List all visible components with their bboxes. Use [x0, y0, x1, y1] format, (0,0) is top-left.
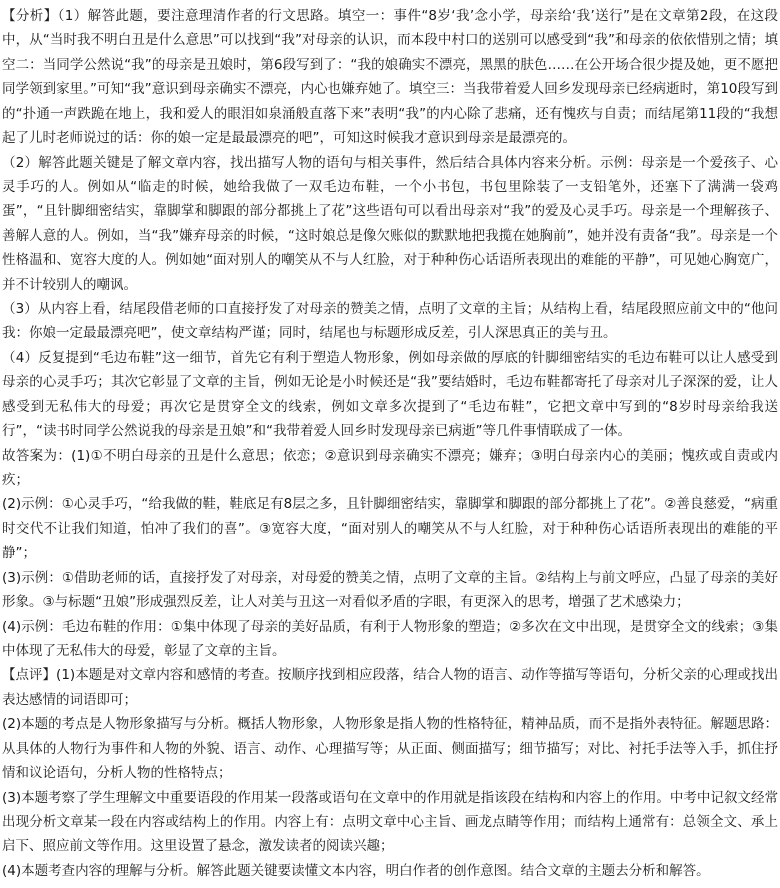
comment-1: 【点评】(1)本题是对文章内容和感情的考查。按顺序找到相应段落，结合人物的语言、动作等描写等语句，分析父亲的心理或找出表达感情的词语即可；	[2, 667, 778, 708]
analysis-part-1: 【分析】（1）解答此题，要注意理清作者的行文思路。填空一：事件“8岁‘我’念小学，母亲给‘我’送行”是在文章第2段，在这段中，从“当时我不明白丑是什么意思”可以找到“我”对母亲的认识，而本段中村口的送别可以感受到“我”和母亲的依依惜别之情；填空二：当同学公然说“我”的母亲是丑娘时，第6段写到了：“我的娘确实不漂亮，黑黑的肤色……在公开场合很少提及她，更不愿把同学领到家里。”可知“我”意识到母亲确实不漂亮，内心也嫌弃她了。填空三：当我带着爱人回乡发现母亲已经病逝时，第10段写到的“扑通一声跌跪在地上，我和爱人的眼泪如泉涌般直落下来”表明“我”的内心除了悲痛，还有愧疚与自责；而结尾第11段的“我想起了儿时老师说过的话：你的娘一定是最最漂亮的吧”，可知这时候我才意识到母亲是最漂亮的。	[2, 8, 778, 147]
answer-4: (4)示例：毛边布鞋的作用：①集中体现了母亲的美好品质，有利于人物形象的塑造；②多次在文中出现，是贯穿全文的线索；③集中体现了无私伟大的母爱，彰显了文章的主旨。	[2, 618, 778, 659]
answer-1: 故答案为：(1)①不明白母亲的丑是什么意思；依恋；②意识到母亲确实不漂亮；嫌弃；③明白母亲内心的美丽；愧疚或自责或内疚；	[2, 447, 778, 489]
comment-2: (2)本题的考点是人物形象描写与分析。概括人物形象，人物形象是指人物的性格特征，精神品质，而不是指外表特征。解题思路：从具体的人物行为事件和人物的外貌、语言、动作、心理描写等；从正面、侧面描写；细节描写；对比、衬托手法等入手，抓住抒情和议论语句，分析人物的性格特点；	[2, 716, 778, 782]
comment-4: (4)本题考查内容的理解与分析。解答此题关键要读懂文本内容，明白作者的创作意图。结合文章的主题去分析和解答。	[2, 862, 710, 879]
analysis-part-2: （2）解答此题关键是了解文章内容，找出描写人物的语句与相关事件，然后结合具体内容来分析。示例：母亲是一个爱孩子、心灵手巧的人。例如从“临走的时候，她给我做了一双毛边布鞋，一个小书包，书包里除装了一支铅笔外，还塞下了满满一袋鸡蛋”，“且针脚细密结实，靠脚掌和脚跟的部分都挑上了花”这些语句可以看出母亲对“我”的爱及心灵手巧。母亲是一个理解孩子、善解人意的人。例如，当“我”嫌弃母亲的时候，“这时娘总是像欠账似的默默地把我揽在她胸前”，她并没有责备“我”。母亲是一个性格温和、宽容大度的人。例如她“面对别人的嘲笑从不与人红脸，对于种种伤心话语所表现出的难能的平静”，可见她心胸宽广，并不计较别人的嘲讽。	[2, 154, 778, 293]
comment-3: (3)本题考察了学生理解文中重要语段的作用某一段落或语句在文章中的作用就是指该段在结构和内容上的作用。中考中记叙文经常出现分析文章某一段在内容或结构上的作用。内容上有：点明文章中心主旨、画龙点睛等作用；而结构上通常有：总领全文、承上启下、照应前文等作用。这里设置了悬念，激发读者的阅读兴趣；	[2, 789, 778, 855]
analysis-part-3: （3）从内容上看，结尾段借老师的口直接抒发了对母亲的赞美之情，点明了文章的主旨；从结构上看，结尾段照应前文中的“他问我：你娘一定最最漂亮吧”，使文章结构严谨；同时，结尾也与标题形成反差，引人深思真正的美与丑。	[2, 301, 778, 342]
answer-3: (3)示例：①借助老师的话，直接抒发了对母亲，对母爱的赞美之情，点明了文章的主旨。②结构上与前文呼应，凸显了母亲的美好形象。③与标题“丑娘”形成强烈反差，让人对美与丑这一对看似矛盾的字眼，有更深入的思考，增强了艺术感染力；	[2, 569, 778, 611]
answer-2: (2)示例：①心灵手巧，“给我做的鞋，鞋底足有8层之多，且针脚细密结实，靠脚掌和脚跟的部分都挑上了花”。②善良慈爱，“病重时交代不让我们知道，怕冲了我们的喜”。③宽容大度，“面对别人的嘲笑从不与人红脸，对于种种伤心话语所表现出的难能的平静”；	[2, 496, 778, 562]
analysis-part-4: （4）反复提到“毛边布鞋”这一细节，首先它有利于塑造人物形象，例如母亲做的厚底的针脚细密结实的毛边布鞋可以让人感受到母亲的心灵手巧；其次它彰显了文章的主旨，例如无论是小时候还是“我”要结婚时，毛边布鞋都寄托了母亲对儿子深深的爱，让人感受到无私伟大的母爱；再次它是贯穿全文的线索，例如文章多次提到了“毛边布鞋”，它把文章中写到的“8岁时母亲给我送行”，“读书时同学公然说我的母亲是丑娘”和“我带着爱人回乡时发现母亲已病逝”等几件事情联成了一体。	[2, 349, 778, 440]
